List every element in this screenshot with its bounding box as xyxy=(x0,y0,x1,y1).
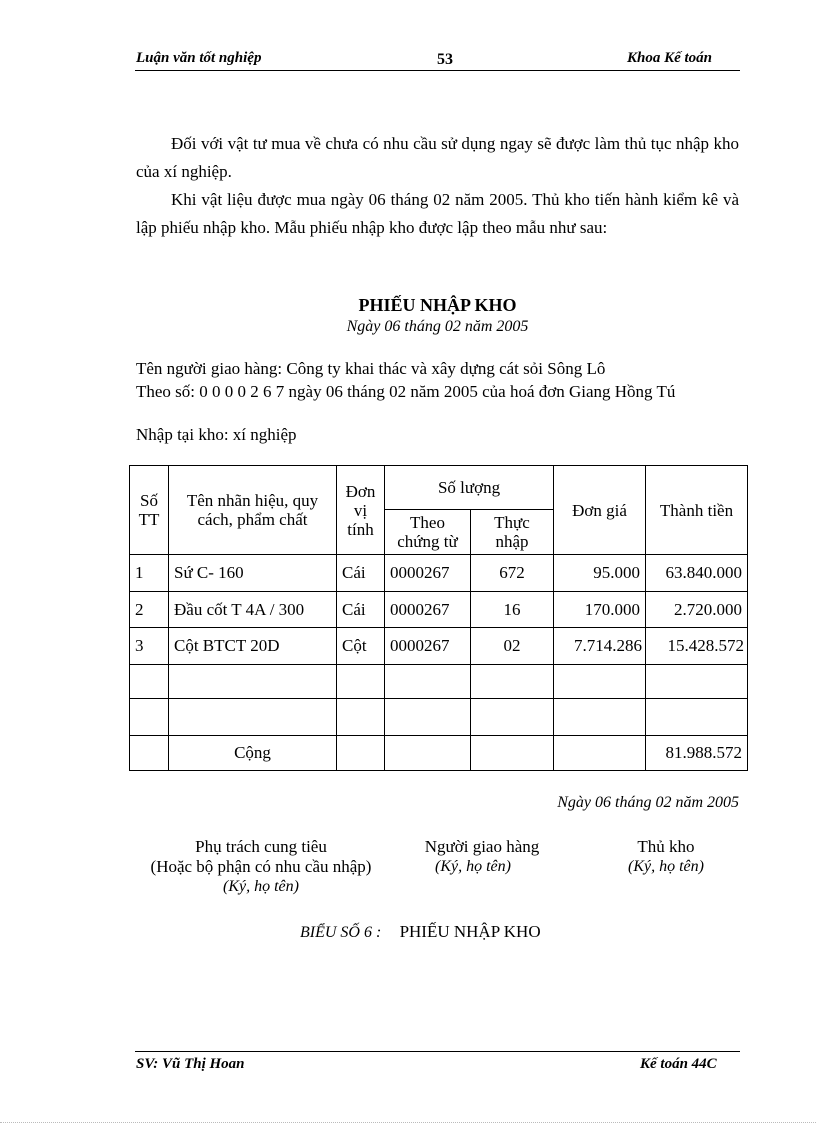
header-name: Tên nhãn hiệu, quy cách, phẩm chất xyxy=(169,466,337,555)
cell-price: 95.000 xyxy=(554,555,646,592)
cell-amount: 15.428.572 xyxy=(646,628,748,665)
warehouse-line: Nhập tại kho: xí nghiệp xyxy=(136,425,297,444)
total-label: Cộng xyxy=(169,736,337,771)
deliverer-title: Người giao hàng xyxy=(424,837,540,856)
deliverer-sign-note: (Ký, họ tên) xyxy=(435,858,511,875)
cell-actual: 672 xyxy=(471,555,554,592)
cell-actual: 02 xyxy=(471,628,554,665)
reference-line: Theo số: 0 0 0 0 2 6 7 ngày 06 tháng 02 năm 2005 của hoá đơn Giang Hồng Tú xyxy=(136,382,676,401)
supply-signature xyxy=(136,837,386,897)
form-date: Ngày 06 tháng 02 năm 2005 xyxy=(346,318,529,335)
keeper-title: Thủ kho xyxy=(637,837,695,856)
cell-price: 7.714.286 xyxy=(554,628,646,665)
header-rule xyxy=(135,70,740,71)
figure-caption xyxy=(300,922,541,942)
cell-unit: Cái xyxy=(337,555,385,592)
form-title: PHIẾU NHẬP KHO xyxy=(358,295,517,315)
header-amount: Thành tiền xyxy=(646,466,748,555)
cell-doc: 0000267 xyxy=(385,555,471,592)
supply-sign-note: (Ký, họ tên) xyxy=(223,878,299,895)
signature-date: Ngày 06 tháng 02 năm 2005 xyxy=(557,794,739,811)
keeper-sign-note: (Ký, họ tên) xyxy=(628,858,704,875)
header-qty-doc: Theo chứng từ xyxy=(385,510,471,555)
deliverer-signature xyxy=(402,837,562,877)
supply-title: Phụ trách cung tiêu xyxy=(195,837,327,856)
header-stt: Số TT xyxy=(130,466,169,555)
table-row xyxy=(130,555,748,592)
cell-price: 170.000 xyxy=(554,592,646,628)
cell-stt: 2 xyxy=(130,592,169,628)
cell-stt: 3 xyxy=(130,628,169,665)
cell-doc: 0000267 xyxy=(385,592,471,628)
table-row xyxy=(130,592,748,628)
cell-doc: 0000267 xyxy=(385,628,471,665)
keeper-signature xyxy=(596,837,736,877)
cell-name: Sứ C- 160 xyxy=(169,555,337,592)
deliverer-line: Tên người giao hàng: Công ty khai thác và xây dựng cát sỏi Sông Lô xyxy=(136,359,606,378)
cell-stt: 1 xyxy=(130,555,169,592)
caption-text: PHIẾU NHẬP KHO xyxy=(399,922,541,941)
paragraph-1: Đối với vật tư mua về chưa có nhu cầu sử dụng ngay sẽ được làm thủ tục nhập kho của xí nghiệp. xyxy=(136,134,739,181)
header-qty-actual: Thực nhập xyxy=(471,510,554,555)
header-unit: Đơn vị tính xyxy=(337,466,385,555)
supply-subtitle: (Hoặc bộ phận có nhu cầu nhập) xyxy=(150,857,372,876)
footer-right: Kế toán 44C xyxy=(640,1056,717,1072)
cell-amount: 2.720.000 xyxy=(646,592,748,628)
caption-label: BIỂU SỐ 6 : xyxy=(300,924,382,941)
page-number: 53 xyxy=(437,51,453,68)
cell-unit: Cái xyxy=(337,592,385,628)
paragraph-2: Khi vật liệu được mua ngày 06 tháng 02 năm 2005. Thủ kho tiến hành kiểm kê và lập phiếu nhập kho. Mẫu phiếu nhập kho được lập theo mẫu như sau: xyxy=(136,190,739,237)
header-right: Khoa Kế toán xyxy=(627,50,713,66)
cell-name: Đầu cốt T 4A / 300 xyxy=(169,592,337,628)
header-left: Luận văn tốt nghiệp xyxy=(136,50,262,66)
table-row xyxy=(130,628,748,665)
cell-name: Cột BTCT 20D xyxy=(169,628,337,665)
footer-left: SV: Vũ Thị Hoan xyxy=(136,1056,245,1072)
table-row-empty xyxy=(130,699,748,736)
footer-rule xyxy=(135,1051,740,1052)
total-row xyxy=(130,736,748,771)
cell-amount: 63.840.000 xyxy=(646,555,748,592)
header-quantity: Số lượng xyxy=(385,466,554,510)
table-row-empty xyxy=(130,665,748,699)
header-price: Đơn giá xyxy=(554,466,646,555)
cell-unit: Cột xyxy=(337,628,385,665)
total-amount: 81.988.572 xyxy=(646,736,748,771)
cell-actual: 16 xyxy=(471,592,554,628)
receipt-table xyxy=(129,465,748,771)
